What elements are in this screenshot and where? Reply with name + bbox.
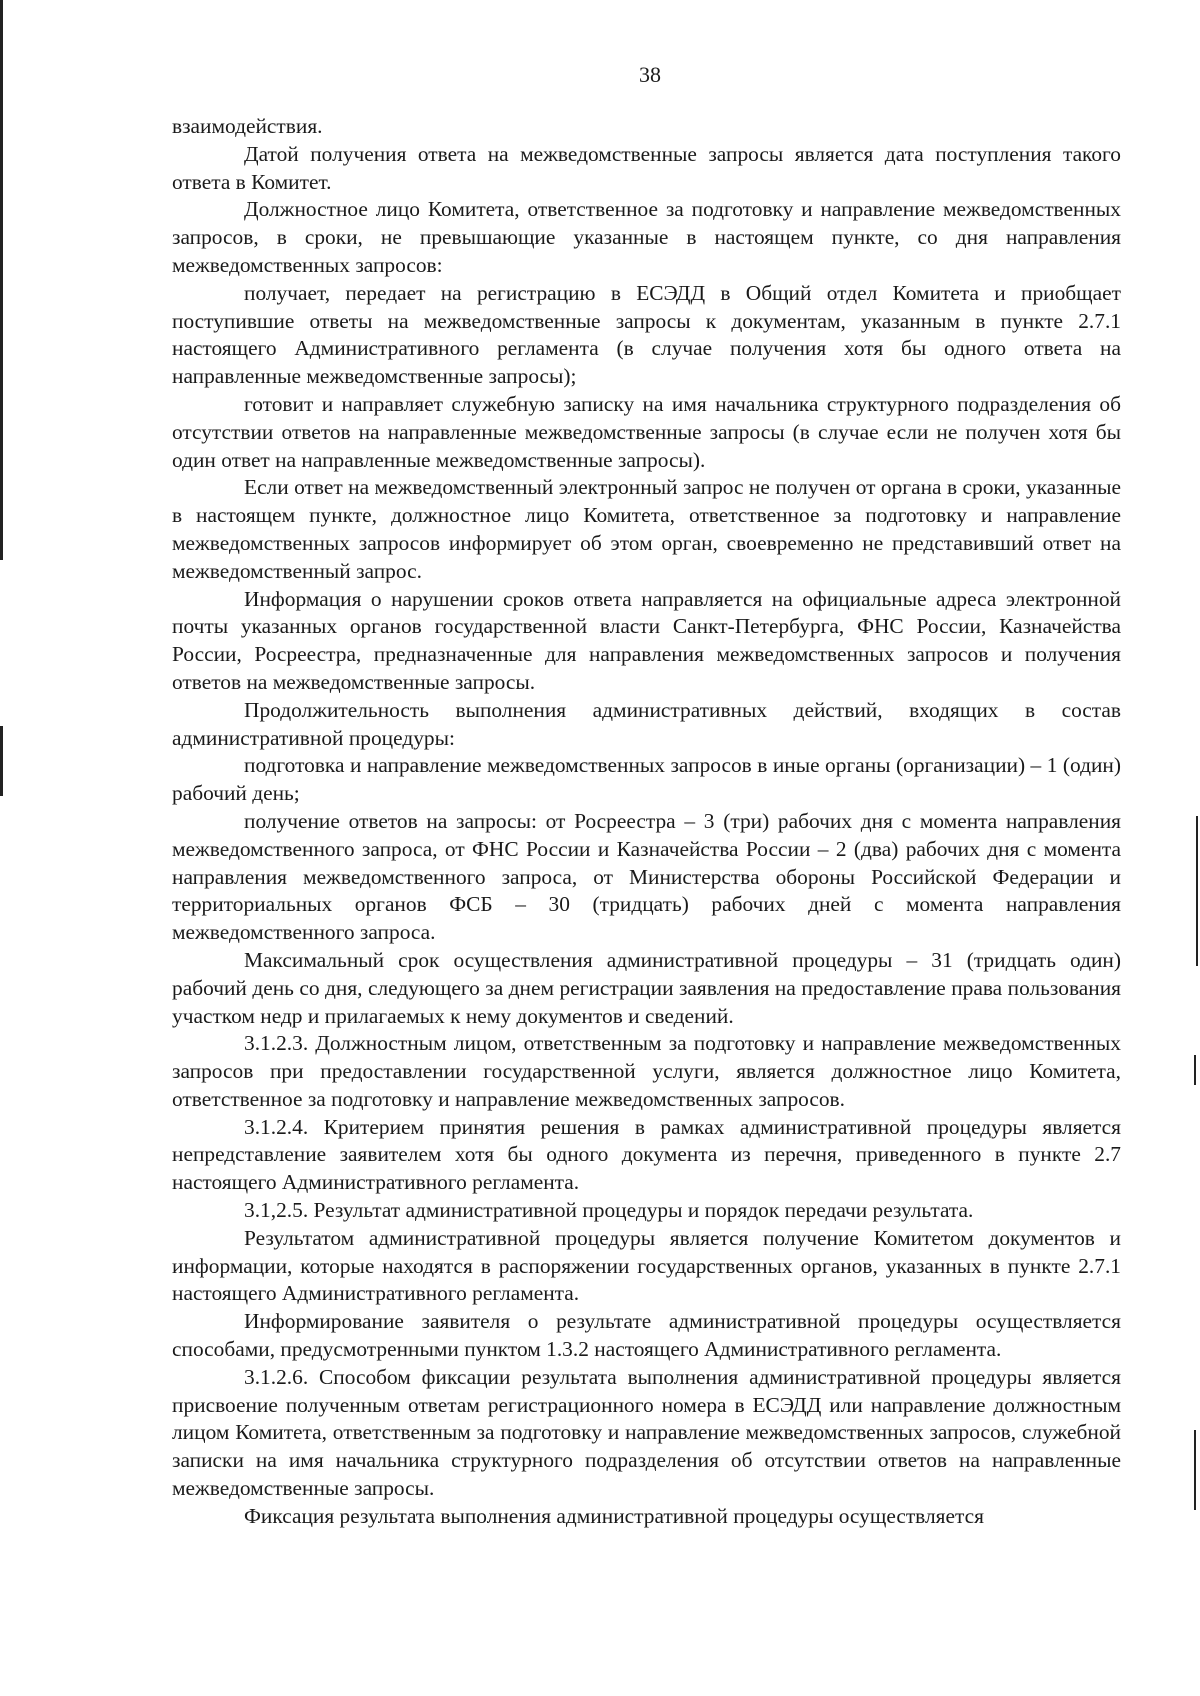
- paragraph: 3.1.2.6. Способом фиксации результата выполнения административной процедуры является присвоение полученным ответам регистрационного номера в ЕСЭДД или направление должностным лицом Комитета, ответственным за подготовку и направление межведомственных запросов, служебной записки на имя начальника структурного подразделения об отсутствии ответов на направленные межведомственные запросы.: [172, 1364, 1121, 1501]
- paragraph: взаимодействия.: [172, 114, 323, 138]
- paragraph: готовит и направляет служебную записку на имя начальника структурного подразделения об отсутствии ответов на направленные межведомственные запросы (в случае если не получен хотя бы один ответ на направленные межведомственные запросы).: [172, 391, 1121, 472]
- paragraph: 3.1,2.5. Результат административной процедуры и порядок передачи результата.: [244, 1198, 974, 1223]
- paragraph: Если ответ на межведомственный электронный запрос не получен от органа в сроки, указанные в настоящем пункте, должностное лицо Комитета, ответственное за подготовку и направление межведомственных запросов информирует об этом орган, своевременно не представивший ответ на межведомственный запрос.: [172, 475, 1121, 583]
- paragraph: Должностное лицо Комитета, ответственное за подготовку и направление межведомственных запросов, в сроки, не превышающие указанные в настоящем пункте, со дня направления межведомственных запросов:: [172, 197, 1121, 277]
- paragraph: Максимальный срок осуществления административной процедуры – 31 (тридцать один) рабочий день со дня, следующего за днем регистрации заявления на предоставление права пользования участком недр и прилагаемых к нему документов и сведений.: [172, 947, 1121, 1028]
- paragraph: 3.1.2.3. Должностным лицом, ответственным за подготовку и направление межведомственных запросов при предоставлении государственной услуги, является должностное лицо Комитета, ответственное за подготовку и направление межведомственных запросов.: [172, 1031, 1121, 1111]
- page-number: 38: [639, 62, 661, 87]
- paragraph: Продолжительность выполнения административных действий, входящих в состав административной процедуры:: [172, 697, 1121, 750]
- paragraph: подготовка и направление межведомственных запросов в иные органы (организации) – 1 (один) рабочий день;: [172, 753, 1121, 806]
- paragraph: получает, передает на регистрацию в ЕСЭДД в Общий отдел Комитета и приобщает поступившие ответы на межведомственные запросы к документам, указанным в пункте 2.7.1 настоящего Административного регламента (в случае получения хотя бы одного ответа на направленные межведомственные запросы);: [172, 280, 1121, 389]
- paragraph: Фиксация результата выполнения административной процедуры осуществляется: [244, 1503, 984, 1528]
- scan-edge-left: [0, 726, 3, 796]
- paragraph: Информация о нарушении сроков ответа направляется на официальные адреса электронной почты указанных органов государственной власти Санкт-Петербурга, ФНС России, Казначейства России, Росреестра, предназначенные для направления межведомственных запросов и получения ответов на межведомственные запросы.: [172, 586, 1121, 694]
- paragraph: Датой получения ответа на межведомственные запросы является дата поступления такого ответа в Комитет.: [172, 141, 1121, 194]
- paragraph: Информирование заявителя о результате административной процедуры осуществляется способами, предусмотренными пунктом 1.3.2 настоящего Административного регламента.: [172, 1309, 1121, 1362]
- paragraph: 3.1.2.4. Критерием принятия решения в рамках административной процедуры является непредставление заявителем хотя бы одного документа из перечня, приведенного в пункте 2.7 настоящего Административного регламента.: [172, 1114, 1121, 1195]
- paragraph: получение ответов на запросы: от Росреестра – 3 (три) рабочих дня с момента направления межведомственного запроса, от ФНС России и Казначейства России – 2 (два) рабочих дня с момента направления межведомственного запроса, от Министерства обороны Российской Федерации и территориальных органов ФСБ – 30 (тридцать) рабочих дней с момента направления межведомственного запроса.: [172, 808, 1121, 945]
- scan-edge-right: [1194, 1430, 1196, 1510]
- scan-edge-right: [1196, 816, 1198, 966]
- scan-edge-right: [1194, 1055, 1196, 1085]
- paragraph: Результатом административной процедуры является получение Комитетом документов и информации, которые находятся в распоряжении государственных органов, указанных в пункте 2.7.1 настоящего Административного регламента.: [172, 1225, 1121, 1306]
- document-body: [172, 113, 1121, 1531]
